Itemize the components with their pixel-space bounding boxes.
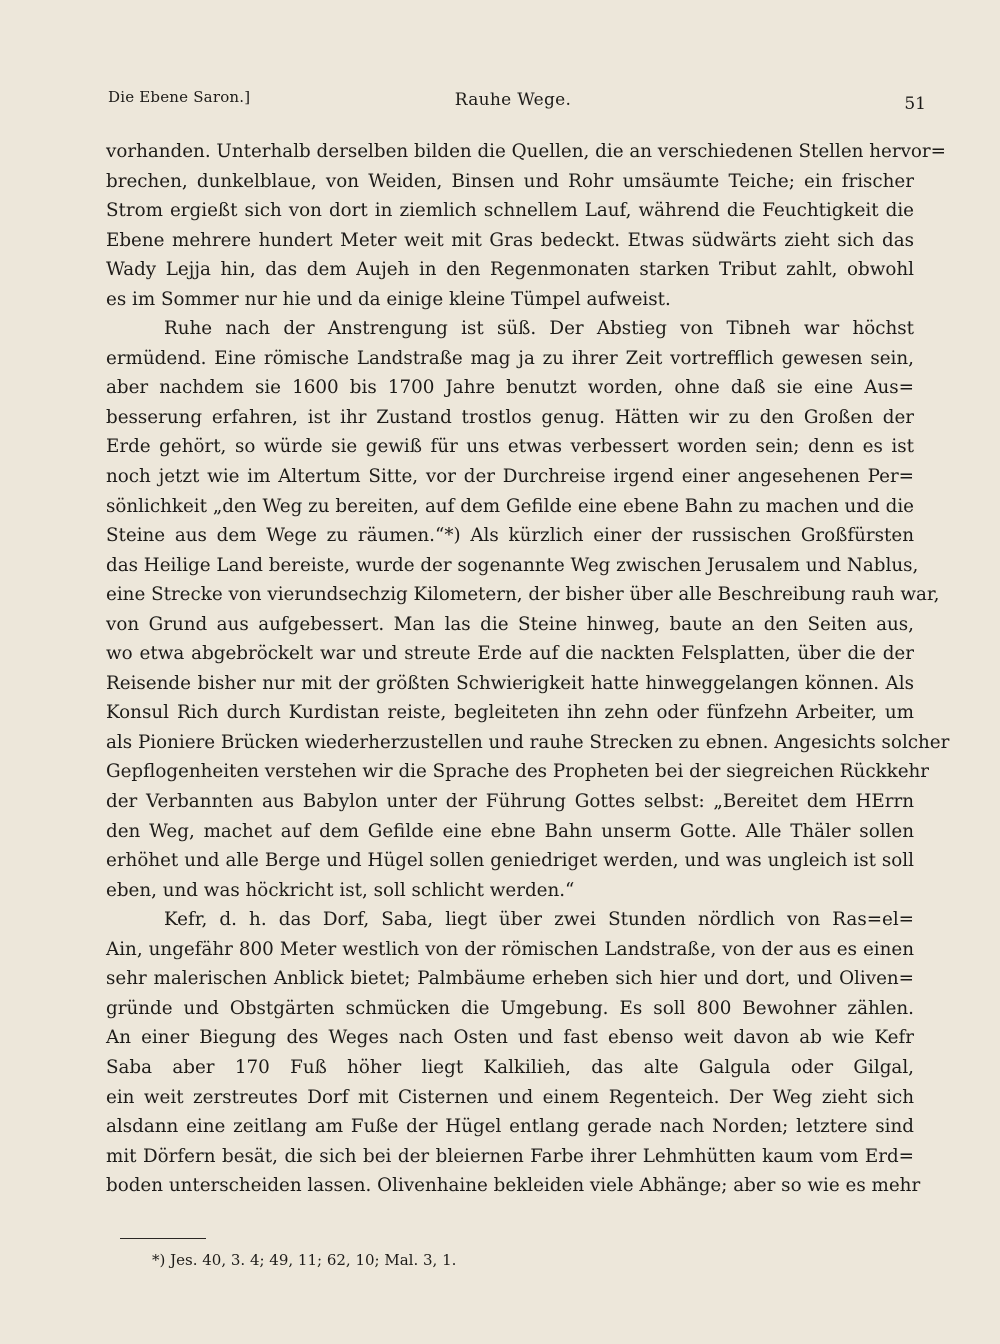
text-line: Gepflogenheiten verstehen wir die Sprache des Propheten bei der siegreichen Rückkehr bbox=[106, 761, 930, 783]
text-line: Wady Lejja hin, das dem Aujeh in den Regenmonaten starken Tribut zahlt, obwohl bbox=[106, 259, 914, 281]
text-line: Ruhe nach der Anstrengung ist süß. Der Abstieg von Tibneh war höchst bbox=[164, 318, 914, 340]
text-line: Steine aus dem Wege zu räumen.“*) Als kürzlich einer der russischen Großfürsten bbox=[106, 525, 914, 547]
text-line: An einer Biegung des Weges nach Osten und fast ebenso weit davon ab wie Kefr bbox=[106, 1027, 914, 1049]
text-line: besserung erfahren, ist ihr Zustand trostlos genug. Hätten wir zu den Großen der bbox=[106, 406, 914, 428]
text-line: eben, und was höckricht ist, soll schlicht werden.“ bbox=[106, 879, 575, 901]
text-line: ermüdend. Eine römische Landstraße mag ja zu ihrer Zeit vortrefflich gewesen sein, bbox=[106, 347, 914, 369]
text-line: das Heilige Land bereiste, wurde der sogenannte Weg zwischen Jerusalem und Nablus, bbox=[106, 554, 919, 576]
header-section-title: Die Ebene Saron.] bbox=[108, 88, 251, 106]
text-line: Saba aber 170 Fuß höher liegt Kalkilieh, das alte Galgula oder Gilgal, bbox=[106, 1056, 914, 1078]
text-line: Reisende bisher nur mit der größten Schwierigkeit hatte hinweggelangen können. Als bbox=[106, 672, 914, 694]
text-line: brechen, dunkelblaue, von Weiden, Binsen und Rohr umsäumte Teiche; ein frischer bbox=[106, 170, 914, 192]
text-line: noch jetzt wie im Altertum Sitte, vor der Durchreise irgend einer angesehenen Per= bbox=[106, 466, 914, 488]
text-line: als Pioniere Brücken wiederherzustellen und rauhe Strecken zu ebnen. Angesichts solcher bbox=[106, 731, 950, 753]
text-line: Ain, ungefähr 800 Meter westlich von der römischen Landstraße, von der aus es einen bbox=[106, 938, 914, 960]
header-chapter-title: Rauhe Wege. bbox=[454, 90, 572, 110]
text-line: Strom ergießt sich von dort in ziemlich schnellem Lauf, während die Feuchtigkeit die bbox=[106, 200, 914, 222]
body-text bbox=[106, 137, 950, 1201]
text-line: Konsul Rich durch Kurdistan reiste, begleiteten ihn zehn oder fünfzehn Arbeiter, um bbox=[106, 702, 914, 724]
running-header bbox=[100, 84, 926, 114]
text-line: wo etwa abgebröckelt war und streute Erde auf die nackten Felsplatten, über die der bbox=[106, 643, 914, 665]
text-line: den Weg, machet auf dem Gefilde eine ebne Bahn unserm Gotte. Alle Thäler sollen bbox=[106, 820, 914, 842]
text-line: Erde gehört, so würde sie gewiß für uns etwas verbessert worden sein; denn es ist bbox=[106, 436, 914, 458]
text-line: alsdann eine zeitlang am Fuße der Hügel entlang gerade nach Norden; letztere sind bbox=[106, 1116, 914, 1138]
text-line: ein weit zerstreutes Dorf mit Cisternen und einem Regenteich. Der Weg zieht sich bbox=[106, 1086, 914, 1108]
text-line: Ebene mehrere hundert Meter weit mit Gras bedeckt. Etwas südwärts zieht sich das bbox=[106, 229, 914, 251]
text-line: sönlichkeit „den Weg zu bereiten, auf dem Gefilde eine ebene Bahn zu machen und die bbox=[106, 495, 914, 517]
footnote: *) Jes. 40, 3. 4; 49, 11; 62, 10; Mal. 3, 1. bbox=[152, 1251, 457, 1269]
page-number: 51 bbox=[904, 94, 926, 114]
text-line: boden unterscheiden lassen. Olivenhaine bekleiden viele Abhänge; aber so wie es mehr bbox=[106, 1175, 921, 1197]
text-line: Kefr, d. h. das Dorf, Saba, liegt über zwei Stunden nördlich von Ras=el= bbox=[164, 909, 914, 931]
text-line: gründe und Obstgärten schmücken die Umgebung. Es soll 800 Bewohner zählen. bbox=[106, 997, 914, 1019]
text-line: mit Dörfern besät, die sich bei der bleiernen Farbe ihrer Lehmhütten kaum vom Erd= bbox=[106, 1145, 914, 1167]
text-line: erhöhet und alle Berge und Hügel sollen geniedriget werden, und was ungleich ist soll bbox=[106, 850, 914, 872]
footnote-divider bbox=[120, 1238, 206, 1239]
text-line: der Verbannten aus Babylon unter der Führung Gottes selbst: „Bereitet dem HErrn bbox=[106, 791, 914, 813]
text-line: von Grund aus aufgebessert. Man las die Steine hinweg, baute an den Seiten aus, bbox=[106, 613, 914, 635]
text-line: es im Sommer nur hie und da einige kleine Tümpel aufweist. bbox=[106, 288, 671, 310]
text-line: vorhanden. Unterhalb derselben bilden die Quellen, die an verschiedenen Stellen hervor= bbox=[106, 141, 946, 162]
text-line: aber nachdem sie 1600 bis 1700 Jahre benutzt worden, ohne daß sie eine Aus= bbox=[106, 377, 914, 399]
text-line: sehr malerischen Anblick bietet; Palmbäume erheben sich hier und dort, und Oliven= bbox=[106, 968, 914, 990]
text-line: eine Strecke von vierundsechzig Kilometern, der bisher über alle Beschreibung rauh war, bbox=[106, 584, 940, 606]
